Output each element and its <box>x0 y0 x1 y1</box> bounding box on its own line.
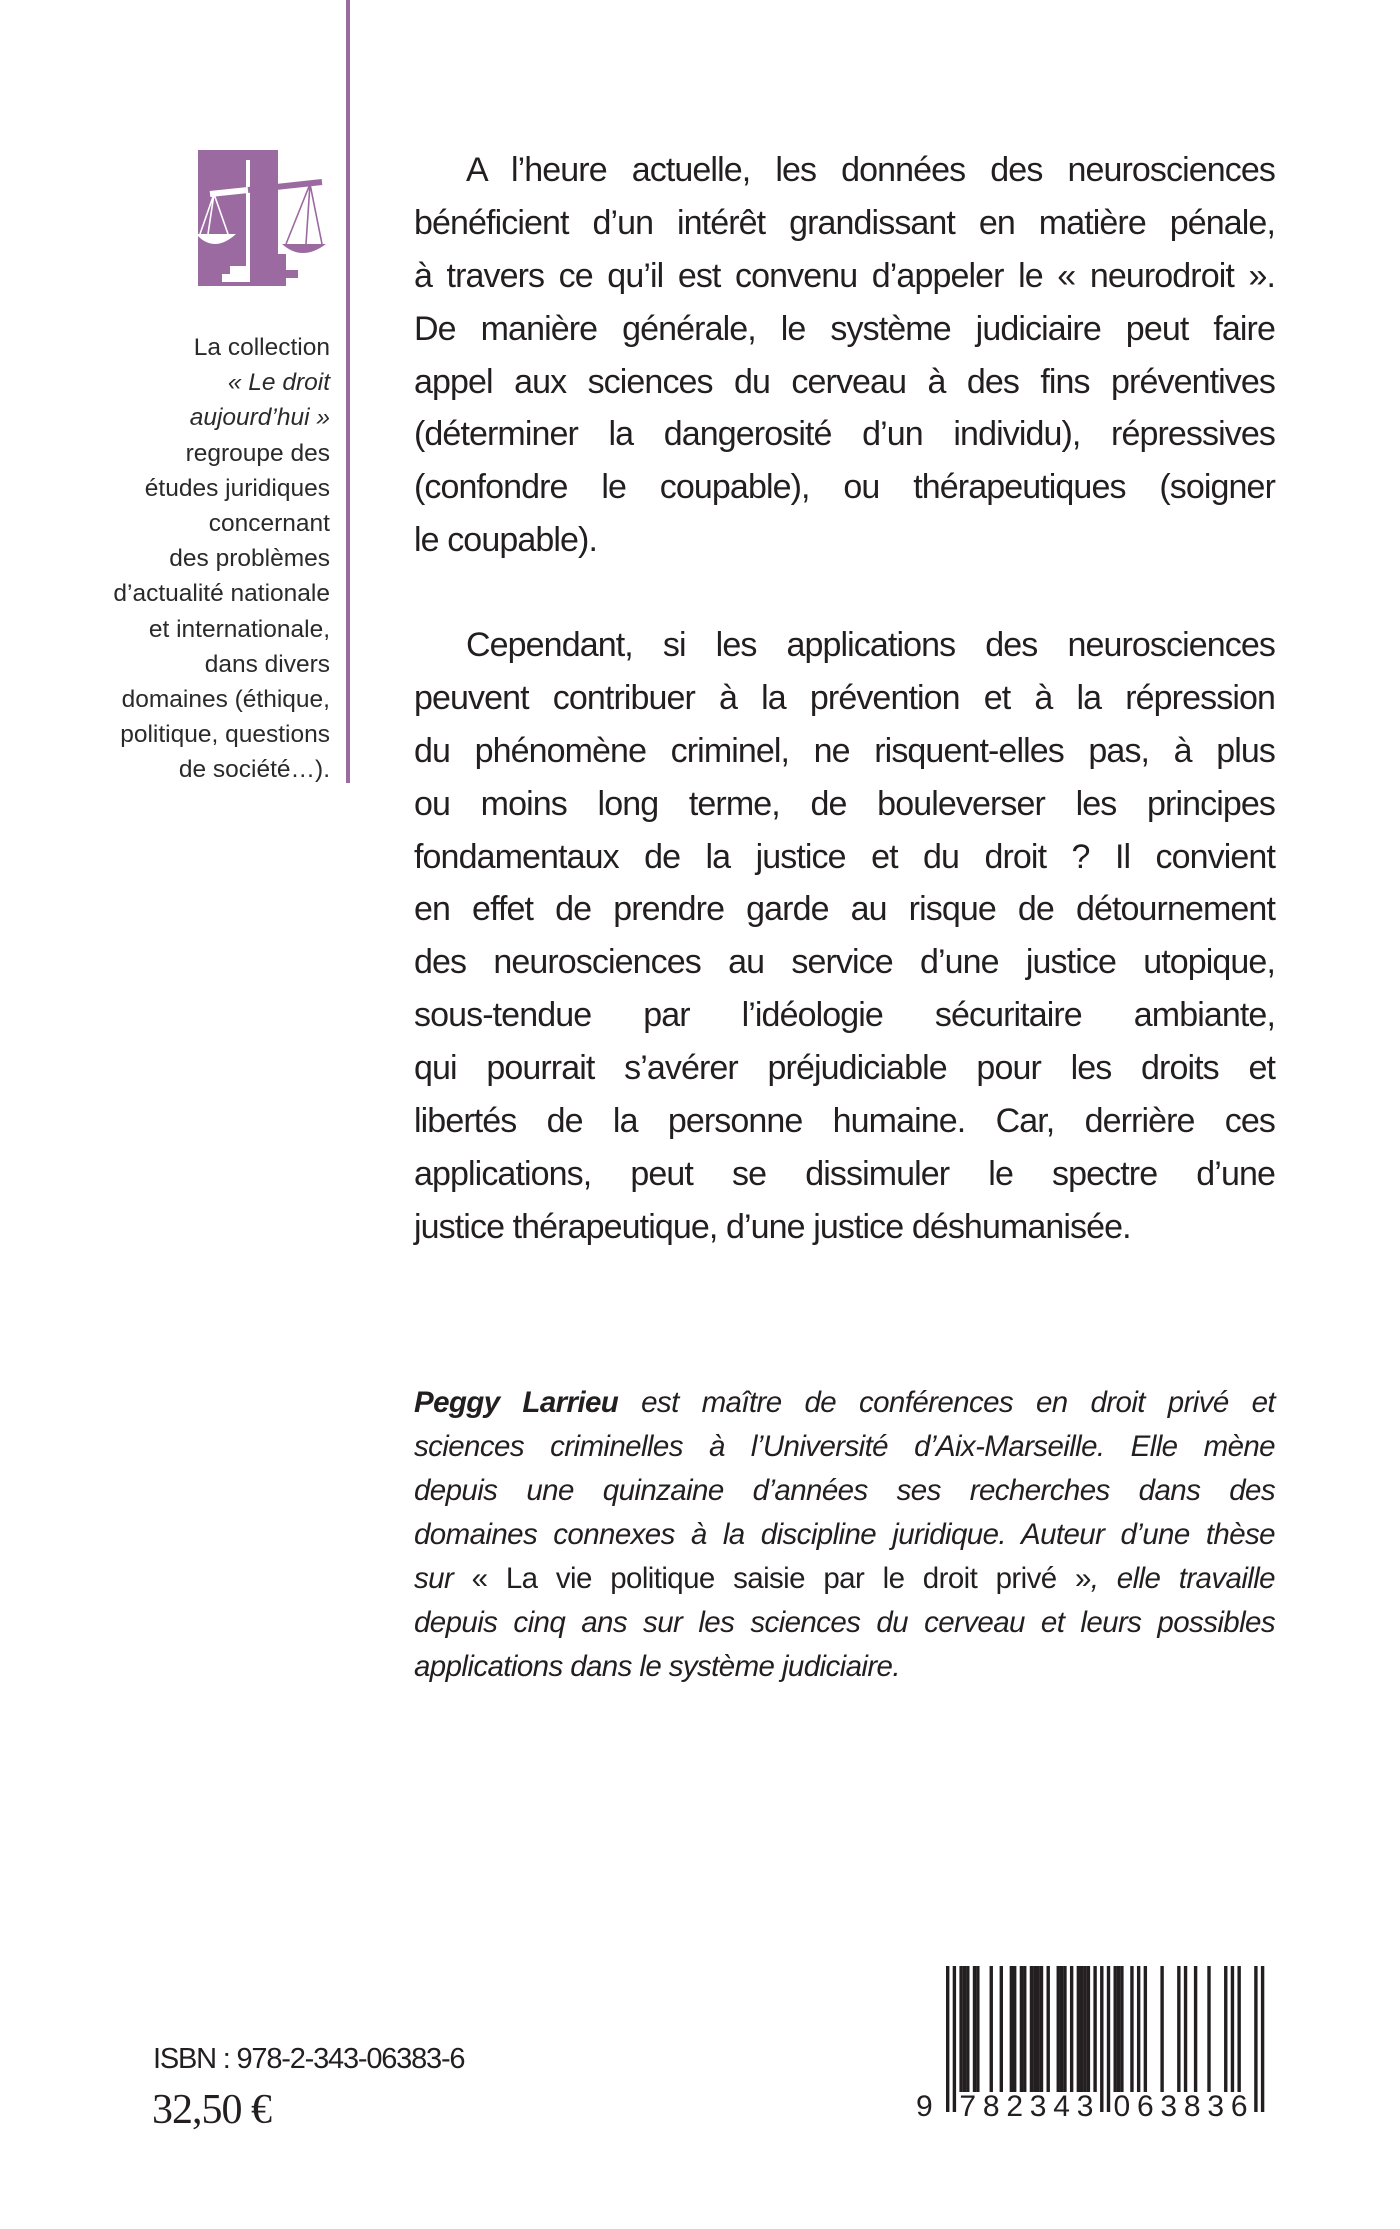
barcode-bar <box>1177 1966 1180 2092</box>
isbn: ISBN : 978-2-343-06383-6 <box>153 2043 465 2075</box>
barcode-digits: 9 <box>916 2090 933 2123</box>
barcode-bar <box>1160 1966 1163 2092</box>
side-line: dans divers <box>204 650 330 678</box>
summary-line: à travers ce qu’il est convenu d’appeler le « neurodroit ». <box>414 256 1275 295</box>
summary-line: A l’heure actuelle, les données des neurosciences <box>466 151 1275 189</box>
barcode-bar <box>1194 1966 1197 2092</box>
side-line: « Le droit <box>227 369 330 397</box>
barcode-bar <box>1060 1966 1063 2092</box>
barcode-bar <box>1023 1966 1026 2092</box>
barcode-bar <box>1254 1966 1257 2112</box>
bio-line: sciences criminelles à l’Université d’Aix-Marseille. Elle mène <box>414 1430 1275 1463</box>
side-line: politique, questions <box>120 721 330 749</box>
barcode-bar <box>1087 1966 1090 2092</box>
summary-line: appel aux sciences du cerveau à des fins préventives <box>414 362 1275 401</box>
summary-line: qui pourrait s’avérer préjudiciable pour les droits et <box>414 1049 1275 1088</box>
side-line: de société…). <box>178 756 330 784</box>
summary-line: sous-tendue par l’idéologie sécuritaire ambiante, <box>414 996 1275 1035</box>
side-line: études juridiques <box>144 474 330 502</box>
summary-line: des neurosciences au service d’une justice utopique, <box>414 943 1275 982</box>
barcode-bar <box>1100 1966 1103 2112</box>
barcode-bar <box>963 1966 966 2092</box>
summary-line: du phénomène criminel, ne risquent-elles pas, à plus <box>414 731 1275 770</box>
summary-line: libertés de la personne humaine. Car, derrière ces <box>414 1102 1275 1141</box>
summary-line: ou moins long terme, de bouleverser les principes <box>414 784 1275 823</box>
barcode-bar <box>966 1966 969 2092</box>
bio-line: applications dans le système judiciaire. <box>414 1650 900 1683</box>
summary-line: le coupable). <box>414 521 597 560</box>
barcode-bar <box>1083 1966 1086 2092</box>
summary-line: applications, peut se dissimuler le spectre d’une <box>414 1154 1275 1193</box>
author-name: Peggy Larrieu <box>414 1386 619 1419</box>
bio-line: domaines connexes à la discipline juridique. Auteur d’une thèse <box>414 1518 1275 1551</box>
barcode-bar <box>1117 1966 1120 2092</box>
side-line: d’actualité nationale <box>113 580 330 608</box>
barcode-bar <box>1224 1966 1227 2092</box>
side-line: La collection <box>193 334 330 361</box>
barcode-bar <box>1237 1966 1240 2092</box>
price: 32,50 € <box>152 2087 271 2133</box>
barcode-bar <box>1000 1966 1003 2092</box>
barcode-bar <box>1036 1966 1039 2092</box>
side-line: des problèmes <box>169 545 330 573</box>
barcode-bar <box>1080 1966 1083 2092</box>
barcode-bar <box>990 1966 993 2092</box>
side-line: aujourd’hui » <box>189 404 330 432</box>
barcode-bar <box>1033 1966 1036 2092</box>
barcode-bar <box>1130 1966 1133 2092</box>
summary-line: (confondre le coupable), ou thérapeutiques (soigner <box>414 468 1275 507</box>
scales-of-justice-icon <box>198 150 330 290</box>
barcode-bar <box>1047 1966 1050 2092</box>
barcode-bar <box>1114 1966 1117 2092</box>
side-line: et internationale, <box>148 615 330 643</box>
barcode-bar <box>953 1966 956 2112</box>
barcode-bar <box>1184 1966 1187 2092</box>
barcode-bar <box>1120 1966 1123 2092</box>
spine-divider-line <box>346 0 350 783</box>
barcode-bar <box>1010 1966 1013 2092</box>
side-line: domaines (éthique, <box>121 686 330 714</box>
barcode-bar <box>1137 1966 1140 2092</box>
bio-line: depuis cinq ans sur les sciences du cerveau et leurs possibles <box>414 1606 1275 1639</box>
side-line: concernant <box>208 510 330 538</box>
bio-line: depuis une quinzaine d’années ses recherches dans des <box>414 1474 1275 1507</box>
bio-line: Peggy Larrieu est maître de conférences en droit privé et <box>414 1386 1275 1419</box>
barcode-bar <box>1013 1966 1016 2092</box>
barcode-bar <box>976 1966 979 2092</box>
bio-line: sur « La vie politique saisie par le droit privé », elle travaille <box>414 1562 1275 1595</box>
summary-line: justice thérapeutique, d’une justice déshumanisée. <box>414 1207 1131 1246</box>
summary-paragraph-1 <box>414 144 1275 567</box>
author-bio <box>414 1381 1275 1689</box>
summary-line: fondamentaux de la justice et du droit ? Il convient <box>414 837 1275 876</box>
barcode-bar <box>1077 1966 1080 2092</box>
barcode-bar <box>1040 1966 1043 2092</box>
summary-line: en effet de prendre garde au risque de détournement <box>414 890 1275 929</box>
summary-paragraph-2 <box>414 619 1275 1254</box>
barcode-bar <box>1020 1966 1023 2092</box>
barcode-digits: 063836 <box>1113 2090 1248 2123</box>
summary-line: De manière générale, le système judiciaire peut faire <box>414 309 1275 348</box>
ean13-barcode <box>912 1966 1282 2126</box>
thesis-title: « La vie politique saisie par le droit privé » <box>471 1562 1091 1595</box>
collection-description <box>40 330 330 788</box>
barcode-bar <box>1207 1966 1210 2092</box>
barcode-digits: 782343 <box>959 2090 1094 2123</box>
summary-line: Cependant, si les applications des neurosciences <box>466 626 1275 664</box>
barcode-bar <box>959 1966 962 2092</box>
barcode-bar <box>1057 1966 1060 2092</box>
side-line: regroupe des <box>185 439 330 467</box>
summary-line: peuvent contribuer à la prévention et à la répression <box>414 678 1275 717</box>
barcode-bar <box>1144 1966 1147 2092</box>
summary-line: (déterminer la dangerosité d’un individu), répressives <box>414 415 1275 454</box>
barcode-bar <box>1231 1966 1234 2092</box>
barcode-bar <box>1030 1966 1033 2092</box>
barcode-bar <box>1063 1966 1066 2092</box>
barcode-bar <box>1261 1966 1264 2112</box>
barcode-bar <box>1093 1966 1096 2092</box>
barcode-bar <box>973 1966 976 2092</box>
barcode-bar <box>1107 1966 1110 2112</box>
barcode-bar <box>946 1966 949 2112</box>
barcode-bar <box>1070 1966 1073 2092</box>
summary-line: bénéficient d’un intérêt grandissant en matière pénale, <box>414 203 1275 242</box>
